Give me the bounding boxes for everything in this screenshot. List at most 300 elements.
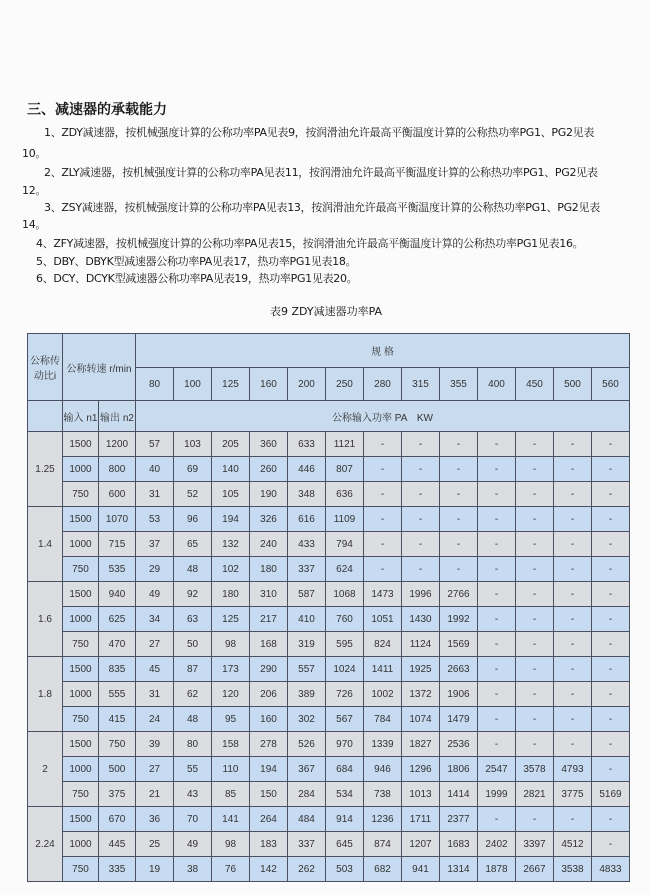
table-cell: - bbox=[516, 482, 554, 507]
table-row bbox=[28, 457, 630, 482]
table-cell: 87 bbox=[174, 657, 212, 682]
table-cell: 3538 bbox=[554, 857, 592, 882]
table-cell: 750 bbox=[63, 632, 99, 657]
table-row bbox=[28, 732, 630, 757]
table-cell: 1109 bbox=[326, 507, 364, 532]
table-cell: 595 bbox=[326, 632, 364, 657]
paragraph: 5、DBY、DBYK型减速器公称功率PA见表17，热功率PG1见表18。 bbox=[36, 255, 357, 268]
table-cell: 500 bbox=[99, 757, 136, 782]
table-cell: 503 bbox=[326, 857, 364, 882]
table-cell: - bbox=[554, 807, 592, 832]
table-cell: - bbox=[554, 682, 592, 707]
table-cell: 835 bbox=[99, 657, 136, 682]
table-cell: - bbox=[554, 557, 592, 582]
table-cell: - bbox=[592, 507, 630, 532]
table-cell: - bbox=[592, 607, 630, 632]
table-cell: 1207 bbox=[402, 832, 440, 857]
table-cell: - bbox=[478, 682, 516, 707]
table-cell: 173 bbox=[212, 657, 250, 682]
table-cell: 1013 bbox=[402, 782, 440, 807]
table-cell: 183 bbox=[250, 832, 288, 857]
table-cell: 360 bbox=[250, 432, 288, 457]
table-row bbox=[28, 632, 630, 657]
table-cell: 141 bbox=[212, 807, 250, 832]
size-header: 200 bbox=[288, 368, 326, 401]
table-cell: - bbox=[440, 482, 478, 507]
table-cell: - bbox=[440, 557, 478, 582]
table-cell: 52 bbox=[174, 482, 212, 507]
table-cell: 3397 bbox=[516, 832, 554, 857]
paragraph: 1、ZDY减速器，按机械强度计算的公称功率PA见表9，按润滑油允许最高平衡温度计算的公称热功率PG1、PG2见表 bbox=[44, 126, 595, 139]
table-cell: 326 bbox=[250, 507, 288, 532]
table-cell: 616 bbox=[288, 507, 326, 532]
table-cell: 784 bbox=[364, 707, 402, 732]
table-cell: 48 bbox=[174, 557, 212, 582]
table-cell: - bbox=[554, 657, 592, 682]
table-cell: 750 bbox=[99, 732, 136, 757]
table-cell: - bbox=[592, 432, 630, 457]
table-cell: 567 bbox=[326, 707, 364, 732]
table-cell: 1200 bbox=[99, 432, 136, 457]
table-cell: - bbox=[554, 507, 592, 532]
table-cell: 37 bbox=[136, 532, 174, 557]
input-header: 输入 n1 bbox=[63, 401, 99, 432]
table-cell: 180 bbox=[250, 557, 288, 582]
table-cell: 1500 bbox=[63, 732, 99, 757]
table-cell: - bbox=[592, 707, 630, 732]
table-cell: 180 bbox=[212, 582, 250, 607]
table-cell: 2536 bbox=[440, 732, 478, 757]
table-cell: 1074 bbox=[402, 707, 440, 732]
table-cell: 807 bbox=[326, 457, 364, 482]
table-cell: 38 bbox=[174, 857, 212, 882]
table-cell: 1500 bbox=[63, 657, 99, 682]
table-cell: 738 bbox=[364, 782, 402, 807]
table-cell: - bbox=[592, 482, 630, 507]
ratio-cell: 1.4 bbox=[28, 507, 63, 582]
table-cell: 2402 bbox=[478, 832, 516, 857]
table-cell: 1500 bbox=[63, 807, 99, 832]
table-row bbox=[28, 432, 630, 457]
table-cell: 914 bbox=[326, 807, 364, 832]
table-cell: - bbox=[554, 582, 592, 607]
table-cell: - bbox=[478, 607, 516, 632]
table-cell: 636 bbox=[326, 482, 364, 507]
table-cell: 319 bbox=[288, 632, 326, 657]
size-header: 125 bbox=[212, 368, 250, 401]
table-cell: 1806 bbox=[440, 757, 478, 782]
table-cell: 240 bbox=[250, 532, 288, 557]
paragraph: 12。 bbox=[22, 184, 47, 197]
table-cell: - bbox=[402, 457, 440, 482]
size-header: 450 bbox=[516, 368, 554, 401]
table-cell: 410 bbox=[288, 607, 326, 632]
table-cell: 1906 bbox=[440, 682, 478, 707]
table-cell: 70 bbox=[174, 807, 212, 832]
table-cell: - bbox=[516, 707, 554, 732]
table-cell: - bbox=[364, 432, 402, 457]
paragraph: 4、ZFY减速器，按机械强度计算的公称功率PA见表15，按润滑油允许最高平衡温度计算的公称热功率PG1见表16。 bbox=[36, 237, 584, 250]
table-cell: 1992 bbox=[440, 607, 478, 632]
table-cell: 132 bbox=[212, 532, 250, 557]
table-cell: 800 bbox=[99, 457, 136, 482]
table-cell: 684 bbox=[326, 757, 364, 782]
table-cell: 49 bbox=[136, 582, 174, 607]
table-cell: 1473 bbox=[364, 582, 402, 607]
table-cell: 526 bbox=[288, 732, 326, 757]
table-cell: 140 bbox=[212, 457, 250, 482]
table-cell: 1569 bbox=[440, 632, 478, 657]
table-caption: 表9 ZDY减速器功率PA bbox=[270, 305, 383, 318]
table-cell: 102 bbox=[212, 557, 250, 582]
table-cell: 1414 bbox=[440, 782, 478, 807]
table-cell: 633 bbox=[288, 432, 326, 457]
table-cell: 1296 bbox=[402, 757, 440, 782]
size-header: 280 bbox=[364, 368, 402, 401]
table-cell: 1411 bbox=[364, 657, 402, 682]
table-row bbox=[28, 682, 630, 707]
table-cell: 445 bbox=[99, 832, 136, 857]
speed-header: 公称转速 r/min bbox=[63, 334, 136, 401]
table-cell: 278 bbox=[250, 732, 288, 757]
table-row bbox=[28, 857, 630, 882]
table-row bbox=[28, 707, 630, 732]
table-cell: 103 bbox=[174, 432, 212, 457]
table-cell: 433 bbox=[288, 532, 326, 557]
table-cell: 535 bbox=[99, 557, 136, 582]
table-cell: 36 bbox=[136, 807, 174, 832]
table-cell: - bbox=[592, 807, 630, 832]
table-cell: - bbox=[478, 457, 516, 482]
table-cell: - bbox=[478, 657, 516, 682]
table-cell: 750 bbox=[63, 782, 99, 807]
table-cell: 1711 bbox=[402, 807, 440, 832]
table-cell: 750 bbox=[63, 557, 99, 582]
table-cell: - bbox=[554, 457, 592, 482]
table-cell: 48 bbox=[174, 707, 212, 732]
table-cell: 750 bbox=[63, 707, 99, 732]
table-cell: 389 bbox=[288, 682, 326, 707]
ratio-cell: 2 bbox=[28, 732, 63, 807]
table-cell: 2667 bbox=[516, 857, 554, 882]
table-cell: 335 bbox=[99, 857, 136, 882]
table-cell: 142 bbox=[250, 857, 288, 882]
size-header: 355 bbox=[440, 368, 478, 401]
table-cell: 1500 bbox=[63, 582, 99, 607]
ratio-header-filler bbox=[28, 401, 63, 432]
table-cell: - bbox=[478, 582, 516, 607]
table-cell: 1996 bbox=[402, 582, 440, 607]
table-cell: 264 bbox=[250, 807, 288, 832]
table-cell: 31 bbox=[136, 682, 174, 707]
table-cell: 1314 bbox=[440, 857, 478, 882]
table-cell: 217 bbox=[250, 607, 288, 632]
table-cell: 284 bbox=[288, 782, 326, 807]
size-header: 100 bbox=[174, 368, 212, 401]
table-row bbox=[28, 782, 630, 807]
table-cell: - bbox=[516, 457, 554, 482]
table-cell: 1000 bbox=[63, 532, 99, 557]
table-cell: - bbox=[516, 557, 554, 582]
table-cell: 1999 bbox=[478, 782, 516, 807]
table-cell: 1683 bbox=[440, 832, 478, 857]
paragraph: 2、ZLY减速器，按机械强度计算的公称功率PA见表11，按润滑油允许最高平衡温度计算的公称热功率PG1、PG2见表 bbox=[44, 166, 598, 179]
table-cell: 98 bbox=[212, 632, 250, 657]
table-cell: 150 bbox=[250, 782, 288, 807]
table-cell: 470 bbox=[99, 632, 136, 657]
spec-header: 规 格 bbox=[136, 334, 630, 368]
table-cell: 1000 bbox=[63, 757, 99, 782]
table-cell: - bbox=[478, 807, 516, 832]
table-cell: 1479 bbox=[440, 707, 478, 732]
table-cell: 1000 bbox=[63, 457, 99, 482]
table-cell: 310 bbox=[250, 582, 288, 607]
table-cell: 1339 bbox=[364, 732, 402, 757]
table-cell: 194 bbox=[212, 507, 250, 532]
table-cell: 1002 bbox=[364, 682, 402, 707]
table-cell: 645 bbox=[326, 832, 364, 857]
ratio-cell: 1.8 bbox=[28, 657, 63, 732]
table-cell: 600 bbox=[99, 482, 136, 507]
table-cell: - bbox=[592, 557, 630, 582]
table-cell: - bbox=[478, 732, 516, 757]
table-cell: - bbox=[478, 432, 516, 457]
table-cell: - bbox=[364, 457, 402, 482]
table-cell: - bbox=[516, 432, 554, 457]
table-cell: 2547 bbox=[478, 757, 516, 782]
table-cell: 625 bbox=[99, 607, 136, 632]
table-cell: 69 bbox=[174, 457, 212, 482]
size-header: 250 bbox=[326, 368, 364, 401]
table-cell: 555 bbox=[99, 682, 136, 707]
table-cell: 63 bbox=[174, 607, 212, 632]
table-cell: 105 bbox=[212, 482, 250, 507]
table-cell: 760 bbox=[326, 607, 364, 632]
table-cell: - bbox=[402, 507, 440, 532]
table-cell: 21 bbox=[136, 782, 174, 807]
table-cell: - bbox=[478, 532, 516, 557]
table-cell: 19 bbox=[136, 857, 174, 882]
table-cell: - bbox=[402, 557, 440, 582]
table-cell: 726 bbox=[326, 682, 364, 707]
table-cell: 45 bbox=[136, 657, 174, 682]
table-cell: 1068 bbox=[326, 582, 364, 607]
table-cell: 1878 bbox=[478, 857, 516, 882]
table-cell: 98 bbox=[212, 832, 250, 857]
table-cell: - bbox=[554, 632, 592, 657]
ratio-header: 公称传动比i bbox=[28, 334, 63, 401]
table-cell: 337 bbox=[288, 832, 326, 857]
table-cell: 941 bbox=[402, 857, 440, 882]
table-cell: 190 bbox=[250, 482, 288, 507]
table-cell: 715 bbox=[99, 532, 136, 557]
table-cell: 3578 bbox=[516, 757, 554, 782]
table-cell: - bbox=[516, 607, 554, 632]
table-cell: 76 bbox=[212, 857, 250, 882]
table-cell: 4833 bbox=[592, 857, 630, 882]
table-cell: 1500 bbox=[63, 432, 99, 457]
output-header: 输出 n2 bbox=[99, 401, 136, 432]
table-cell: - bbox=[554, 732, 592, 757]
size-header: 160 bbox=[250, 368, 288, 401]
table-cell: 85 bbox=[212, 782, 250, 807]
table-cell: 50 bbox=[174, 632, 212, 657]
table-cell: 4512 bbox=[554, 832, 592, 857]
table-cell: - bbox=[516, 732, 554, 757]
ratio-cell: 2.24 bbox=[28, 807, 63, 882]
table-row bbox=[28, 557, 630, 582]
table-row bbox=[28, 532, 630, 557]
table-cell: - bbox=[440, 457, 478, 482]
table-cell: 348 bbox=[288, 482, 326, 507]
table-cell: 1827 bbox=[402, 732, 440, 757]
table-cell: 39 bbox=[136, 732, 174, 757]
table-cell: - bbox=[592, 757, 630, 782]
table-cell: - bbox=[554, 482, 592, 507]
table-cell: 1000 bbox=[63, 607, 99, 632]
table-cell: 484 bbox=[288, 807, 326, 832]
table-cell: 120 bbox=[212, 682, 250, 707]
table-cell: 1000 bbox=[63, 832, 99, 857]
table-row bbox=[28, 757, 630, 782]
size-header: 315 bbox=[402, 368, 440, 401]
table-cell: - bbox=[554, 707, 592, 732]
paragraph: 10。 bbox=[22, 147, 47, 160]
table-cell: 29 bbox=[136, 557, 174, 582]
table-cell: 375 bbox=[99, 782, 136, 807]
table-cell: 43 bbox=[174, 782, 212, 807]
table-cell: - bbox=[516, 682, 554, 707]
paragraph: 3、ZSY减速器，按机械强度计算的公称功率PA见表13，按润滑油允许最高平衡温度计算的公称热功率PG1、PG2见表 bbox=[44, 201, 600, 214]
table-cell: 4793 bbox=[554, 757, 592, 782]
table-cell: 446 bbox=[288, 457, 326, 482]
table-cell: - bbox=[516, 632, 554, 657]
table-cell: 27 bbox=[136, 632, 174, 657]
table-cell: 27 bbox=[136, 757, 174, 782]
table-cell: 1925 bbox=[402, 657, 440, 682]
size-header: 400 bbox=[478, 368, 516, 401]
table-cell: 62 bbox=[174, 682, 212, 707]
table-cell: 96 bbox=[174, 507, 212, 532]
table-cell: 302 bbox=[288, 707, 326, 732]
size-header: 560 bbox=[592, 368, 630, 401]
table-cell: 25 bbox=[136, 832, 174, 857]
table-cell: 670 bbox=[99, 807, 136, 832]
table-cell: 2663 bbox=[440, 657, 478, 682]
table-cell: - bbox=[554, 432, 592, 457]
table-cell: - bbox=[478, 557, 516, 582]
table-cell: 24 bbox=[136, 707, 174, 732]
power-table bbox=[27, 333, 630, 882]
table-cell: 367 bbox=[288, 757, 326, 782]
section-heading: 三、减速器的承载能力 bbox=[27, 102, 167, 118]
table-cell: 206 bbox=[250, 682, 288, 707]
table-cell: 1000 bbox=[63, 682, 99, 707]
table-cell: 1430 bbox=[402, 607, 440, 632]
table-cell: - bbox=[440, 507, 478, 532]
table-cell: - bbox=[478, 482, 516, 507]
ratio-cell: 1.6 bbox=[28, 582, 63, 657]
table-cell: 874 bbox=[364, 832, 402, 857]
table-cell: 970 bbox=[326, 732, 364, 757]
table-cell: 34 bbox=[136, 607, 174, 632]
table-cell: 40 bbox=[136, 457, 174, 482]
table-cell: - bbox=[402, 432, 440, 457]
table-cell: - bbox=[402, 532, 440, 557]
table-cell: - bbox=[592, 832, 630, 857]
table-cell: 1372 bbox=[402, 682, 440, 707]
table-cell: - bbox=[516, 807, 554, 832]
table-row bbox=[28, 607, 630, 632]
table-row bbox=[28, 507, 630, 532]
table-cell: 57 bbox=[136, 432, 174, 457]
table-cell: 55 bbox=[174, 757, 212, 782]
table-cell: - bbox=[478, 507, 516, 532]
table-row bbox=[28, 482, 630, 507]
table-cell: - bbox=[592, 657, 630, 682]
table-cell: 946 bbox=[364, 757, 402, 782]
table-cell: - bbox=[592, 732, 630, 757]
paragraph: 14。 bbox=[22, 218, 47, 231]
table-cell: 95 bbox=[212, 707, 250, 732]
table-row bbox=[28, 657, 630, 682]
size-header: 500 bbox=[554, 368, 592, 401]
table-cell: - bbox=[440, 532, 478, 557]
table-cell: 1236 bbox=[364, 807, 402, 832]
table-cell: 3775 bbox=[554, 782, 592, 807]
table-cell: 1070 bbox=[99, 507, 136, 532]
table-cell: - bbox=[478, 707, 516, 732]
table-cell: 587 bbox=[288, 582, 326, 607]
table-cell: - bbox=[516, 657, 554, 682]
table-cell: - bbox=[516, 532, 554, 557]
table-cell: 2821 bbox=[516, 782, 554, 807]
table-cell: 125 bbox=[212, 607, 250, 632]
power-header: 公称输入功率 PA KW bbox=[136, 401, 630, 432]
table-cell: - bbox=[592, 682, 630, 707]
table-cell: 534 bbox=[326, 782, 364, 807]
table-cell: 262 bbox=[288, 857, 326, 882]
table-row bbox=[28, 582, 630, 607]
table-cell: 1024 bbox=[326, 657, 364, 682]
table-cell: 624 bbox=[326, 557, 364, 582]
table-cell: 80 bbox=[174, 732, 212, 757]
table-cell: 53 bbox=[136, 507, 174, 532]
table-cell: 160 bbox=[250, 707, 288, 732]
table-cell: 194 bbox=[250, 757, 288, 782]
table-cell: - bbox=[592, 457, 630, 482]
table-cell: 290 bbox=[250, 657, 288, 682]
table-cell: 31 bbox=[136, 482, 174, 507]
table-cell: 158 bbox=[212, 732, 250, 757]
table-cell: 750 bbox=[63, 857, 99, 882]
table-cell: - bbox=[402, 482, 440, 507]
table-cell: 65 bbox=[174, 532, 212, 557]
ratio-cell: 1.25 bbox=[28, 432, 63, 507]
table-cell: 205 bbox=[212, 432, 250, 457]
table-cell: - bbox=[592, 532, 630, 557]
table-row bbox=[28, 807, 630, 832]
paragraph: 6、DCY、DCYK型减速器公称功率PA见表19，热功率PG1见表20。 bbox=[36, 272, 358, 285]
table-cell: - bbox=[516, 582, 554, 607]
size-header: 80 bbox=[136, 368, 174, 401]
table-cell: 682 bbox=[364, 857, 402, 882]
table-cell: 5169 bbox=[592, 782, 630, 807]
table-cell: 49 bbox=[174, 832, 212, 857]
table-cell: - bbox=[440, 432, 478, 457]
table-cell: - bbox=[516, 507, 554, 532]
table-cell: 557 bbox=[288, 657, 326, 682]
